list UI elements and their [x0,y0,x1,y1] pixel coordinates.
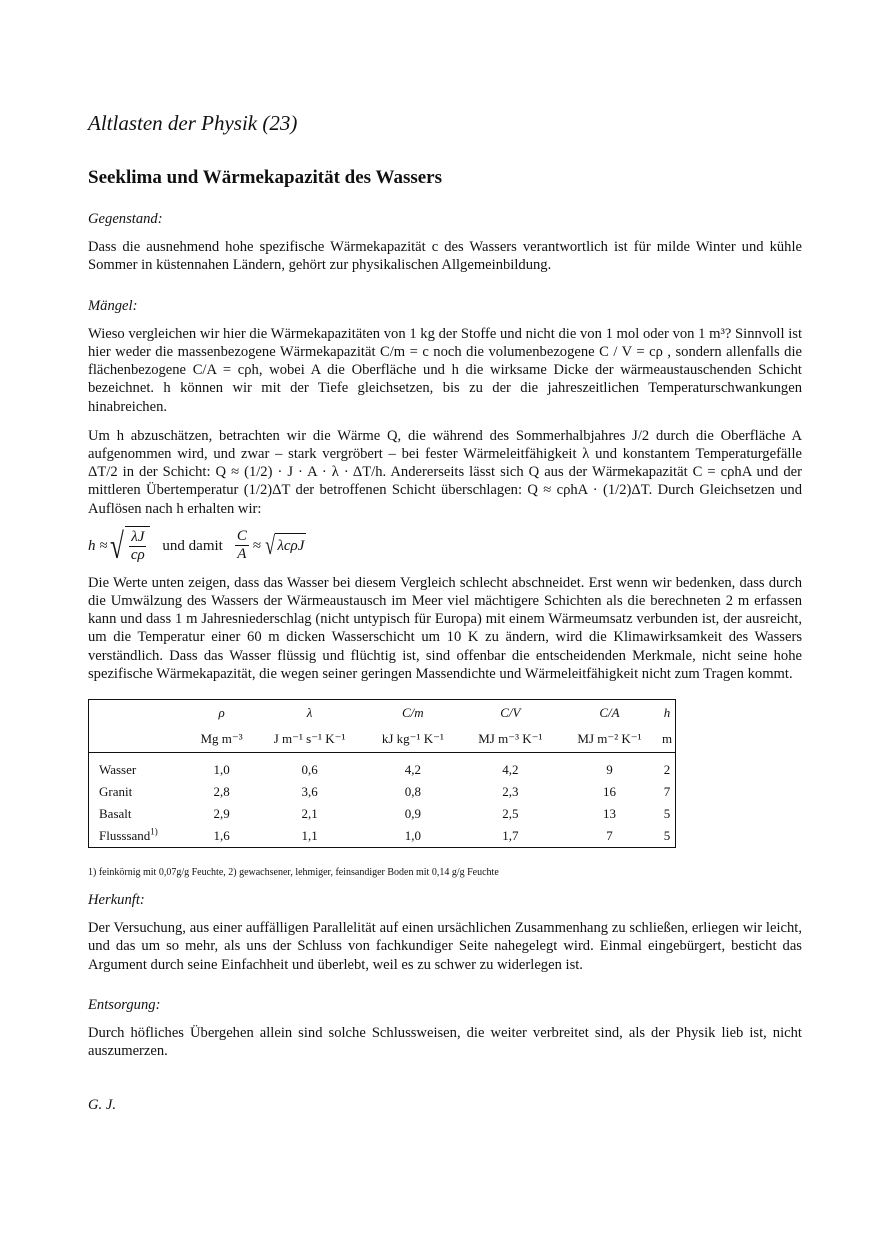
table-footnote: 1) feinkörnig mit 0,07g/g Feuchte, 2) gewachsener, lehmiger, feinsandiger Boden mit 0,14 g/g Feuchte [88,867,499,879]
series-title: Altlasten der Physik (23) [88,111,298,135]
table-cell: 2,9 [213,805,230,821]
footnote-marker: 1) [150,826,158,837]
table-cell: 3,6 [301,783,318,799]
table-row [89,781,676,803]
table-cell: 1,0 [404,827,421,843]
table-unit: Mg m⁻³ [189,726,254,753]
table-row [89,825,676,848]
formula-c-num: C [236,528,247,545]
table-row-name-cell [89,825,190,848]
table-cell: 2,5 [502,805,519,821]
table-cell: 4,2 [502,761,519,777]
heading-gegenstand [88,210,802,228]
table-symbol: ρ [218,704,225,720]
table-cell: 13 [602,805,616,821]
formula-c-den: A [237,546,247,563]
table-cell: 2,8 [213,783,230,799]
table-row-name: Wasser [99,761,137,777]
table-cell: 1,7 [502,827,519,843]
table-cell: 2 [663,761,671,777]
formula [88,524,802,568]
formula-approx: ≈ [252,537,262,554]
table-row [89,753,676,782]
table-cell: 5 [663,827,671,843]
article-title: Seeklima und Wärmekapazität des Wassers [88,167,442,188]
table-symbol: C/A [599,704,620,720]
formula-h-root: √ $\frac{\lambda J}{c\rho}$ [107,526,150,566]
formula-h-den: cρ [130,546,145,563]
table-cell: 2,1 [301,805,318,821]
table-symbol: h [663,704,671,720]
table-unit: MJ m⁻³ K⁻¹ [461,726,560,753]
paragraph-maengel-1: Wieso vergleichen wir hier die Wärmekapazitäten von 1 kg der Stoffe und nicht die von 1 mol oder von 1 m³? Sinnvoll ist hier weder die massenbezogene Wärmekapazität C/m = c noch die volumenbezogene C / V = cρ , sondern allenfalls die flächenbezogene C/A = cρh, wobei A die Oberfläche und h die wirksame Dicke der wärmeaustauschenden Schicht bezeichnet. h können wir mit der Tiefe gleichsetzen, bis zu der die jahreszeitlichen Temperaturschwankungen hinabreichen. [88,325,802,415]
formula-c-rad: λcρJ [275,533,306,559]
signature: G. J. [88,1097,116,1114]
heading-herkunft: Herkunft: [88,892,145,909]
table-symbol: C/V [500,704,521,720]
table-cell: 1,6 [213,827,230,843]
table-cell: 2,3 [502,783,519,799]
table-row-name: Granit [99,783,133,799]
table-symbol-row [89,700,676,727]
heading-entsorgung: Entsorgung: [88,996,161,1013]
material-table [88,699,676,848]
heading-maengel-text: Mängel [88,297,133,314]
table-cell: 1,1 [301,827,318,843]
table-unit: m [659,726,675,753]
paragraph-maengel-2: Um h abzuschätzen, betrachten wir die Wärme Q, die während des Sommerhalbjahres J/2 durch die Oberfläche A aufgenommen wird, und zwar – stark vergröbert – bei fester Wärmeleitfähigkeit λ und konstantem Temperaturgefälle ΔT/2 in der Schicht: Q ≈ (1/2) · J · A · λ · ΔT/h. Andererseits lässt sich Q aus der Wärmekapazität C = cρhA und der mittleren Übertemperatur (1/2)ΔT der betroffenen Schicht überschlagen: Q ≈ cρhA · (1/2)ΔT. Durch Gleichsetzen und Auflösen nach h erhalten wir: [88,427,802,517]
table-cell: 7 [606,827,613,843]
table-cell: 16 [602,783,616,799]
table-row-name: Basalt [99,805,132,821]
table-symbol: λ [306,704,313,720]
table-unit: kJ kg⁻¹ K⁻¹ [365,726,461,753]
paragraph-maengel-3: Die Werte unten zeigen, dass das Wasser bei diesem Vergleich schlecht abschneidet. Erst wenn wir bedenken, dass durch die Umwälzung des Wassers der Wärmeaustausch im Meer viel mächtigere Schichten als die berechneten 2 m erfassen kann und dass 1 m Jahresniederschlag (nicht untypisch für Europa) mit einem Wärmeumsatz verbunden ist, der ausreicht, um die Temperatur einer 60 m dicken Wasserschicht um 10 K zu ändern, wird die Klimawirksamkeit des Wassers verständlich. Dass das Wasser flüssig und flüchtig ist, sind offenbar die entscheidenden Merkmale, nicht seine hohe spezifische Wärmekapazität, die wegen seiner geringen Massendichte und Wärmeleitfähigkeit nicht zum Tragen kommt. [88,574,802,682]
table-cell: 1,0 [213,761,230,777]
table-cell: 9 [606,761,613,777]
paragraph-gegenstand: Dass die ausnehmend hohe spezifische Wärmekapazität c des Wassers verantwortlich ist für milde Winter und kühle Sommer in küstennahen Ländern, gehört zur physikalischen Allgemeinbildung. [88,239,802,274]
formula-c-root: √ λcρJ [265,530,305,560]
paragraph-entsorgung: Durch höfliches Übergehen allein sind solche Schlussweisen, die weiter verbreitet sind, als der Physik lieb ist, nicht auszumerzen. [88,1025,802,1060]
table-cell: 0,6 [301,761,318,777]
formula-middle: und damit [162,537,223,554]
table-cell: 7 [663,783,671,799]
paragraph-herkunft: Der Versuchung, aus einer auffälligen Parallelität auf einen ursächlichen Zusammenhang zu schließen, erliegen wir leicht, und das um so mehr, als uns der Schluss von fachkundiger Seite nahegelegt wird. Einmal eingebürgert, besticht das Argument durch seine Einfachheit und überlebt, weil es zu schwer zu widerlegen ist. [88,920,802,973]
heading-maengel: Mängel: [88,297,138,314]
table-symbol: C/m [402,704,424,720]
table-unit-row [89,726,676,753]
formula-h-num: λJ [131,528,145,545]
table-cell: 0,8 [404,783,421,799]
table-row-name: Flusssand [99,827,151,843]
formula-h-lhs: h ≈ [88,537,108,554]
table-unit: J m⁻¹ s⁻¹ K⁻¹ [254,726,365,753]
table-unit: MJ m⁻² K⁻¹ [560,726,659,753]
table-cell: 0,9 [404,805,421,821]
table-cell: 5 [663,805,671,821]
heading-gegenstand-text: Gegenstand: [88,211,163,227]
table-cell: 4,2 [404,761,421,777]
table-row [89,803,676,825]
